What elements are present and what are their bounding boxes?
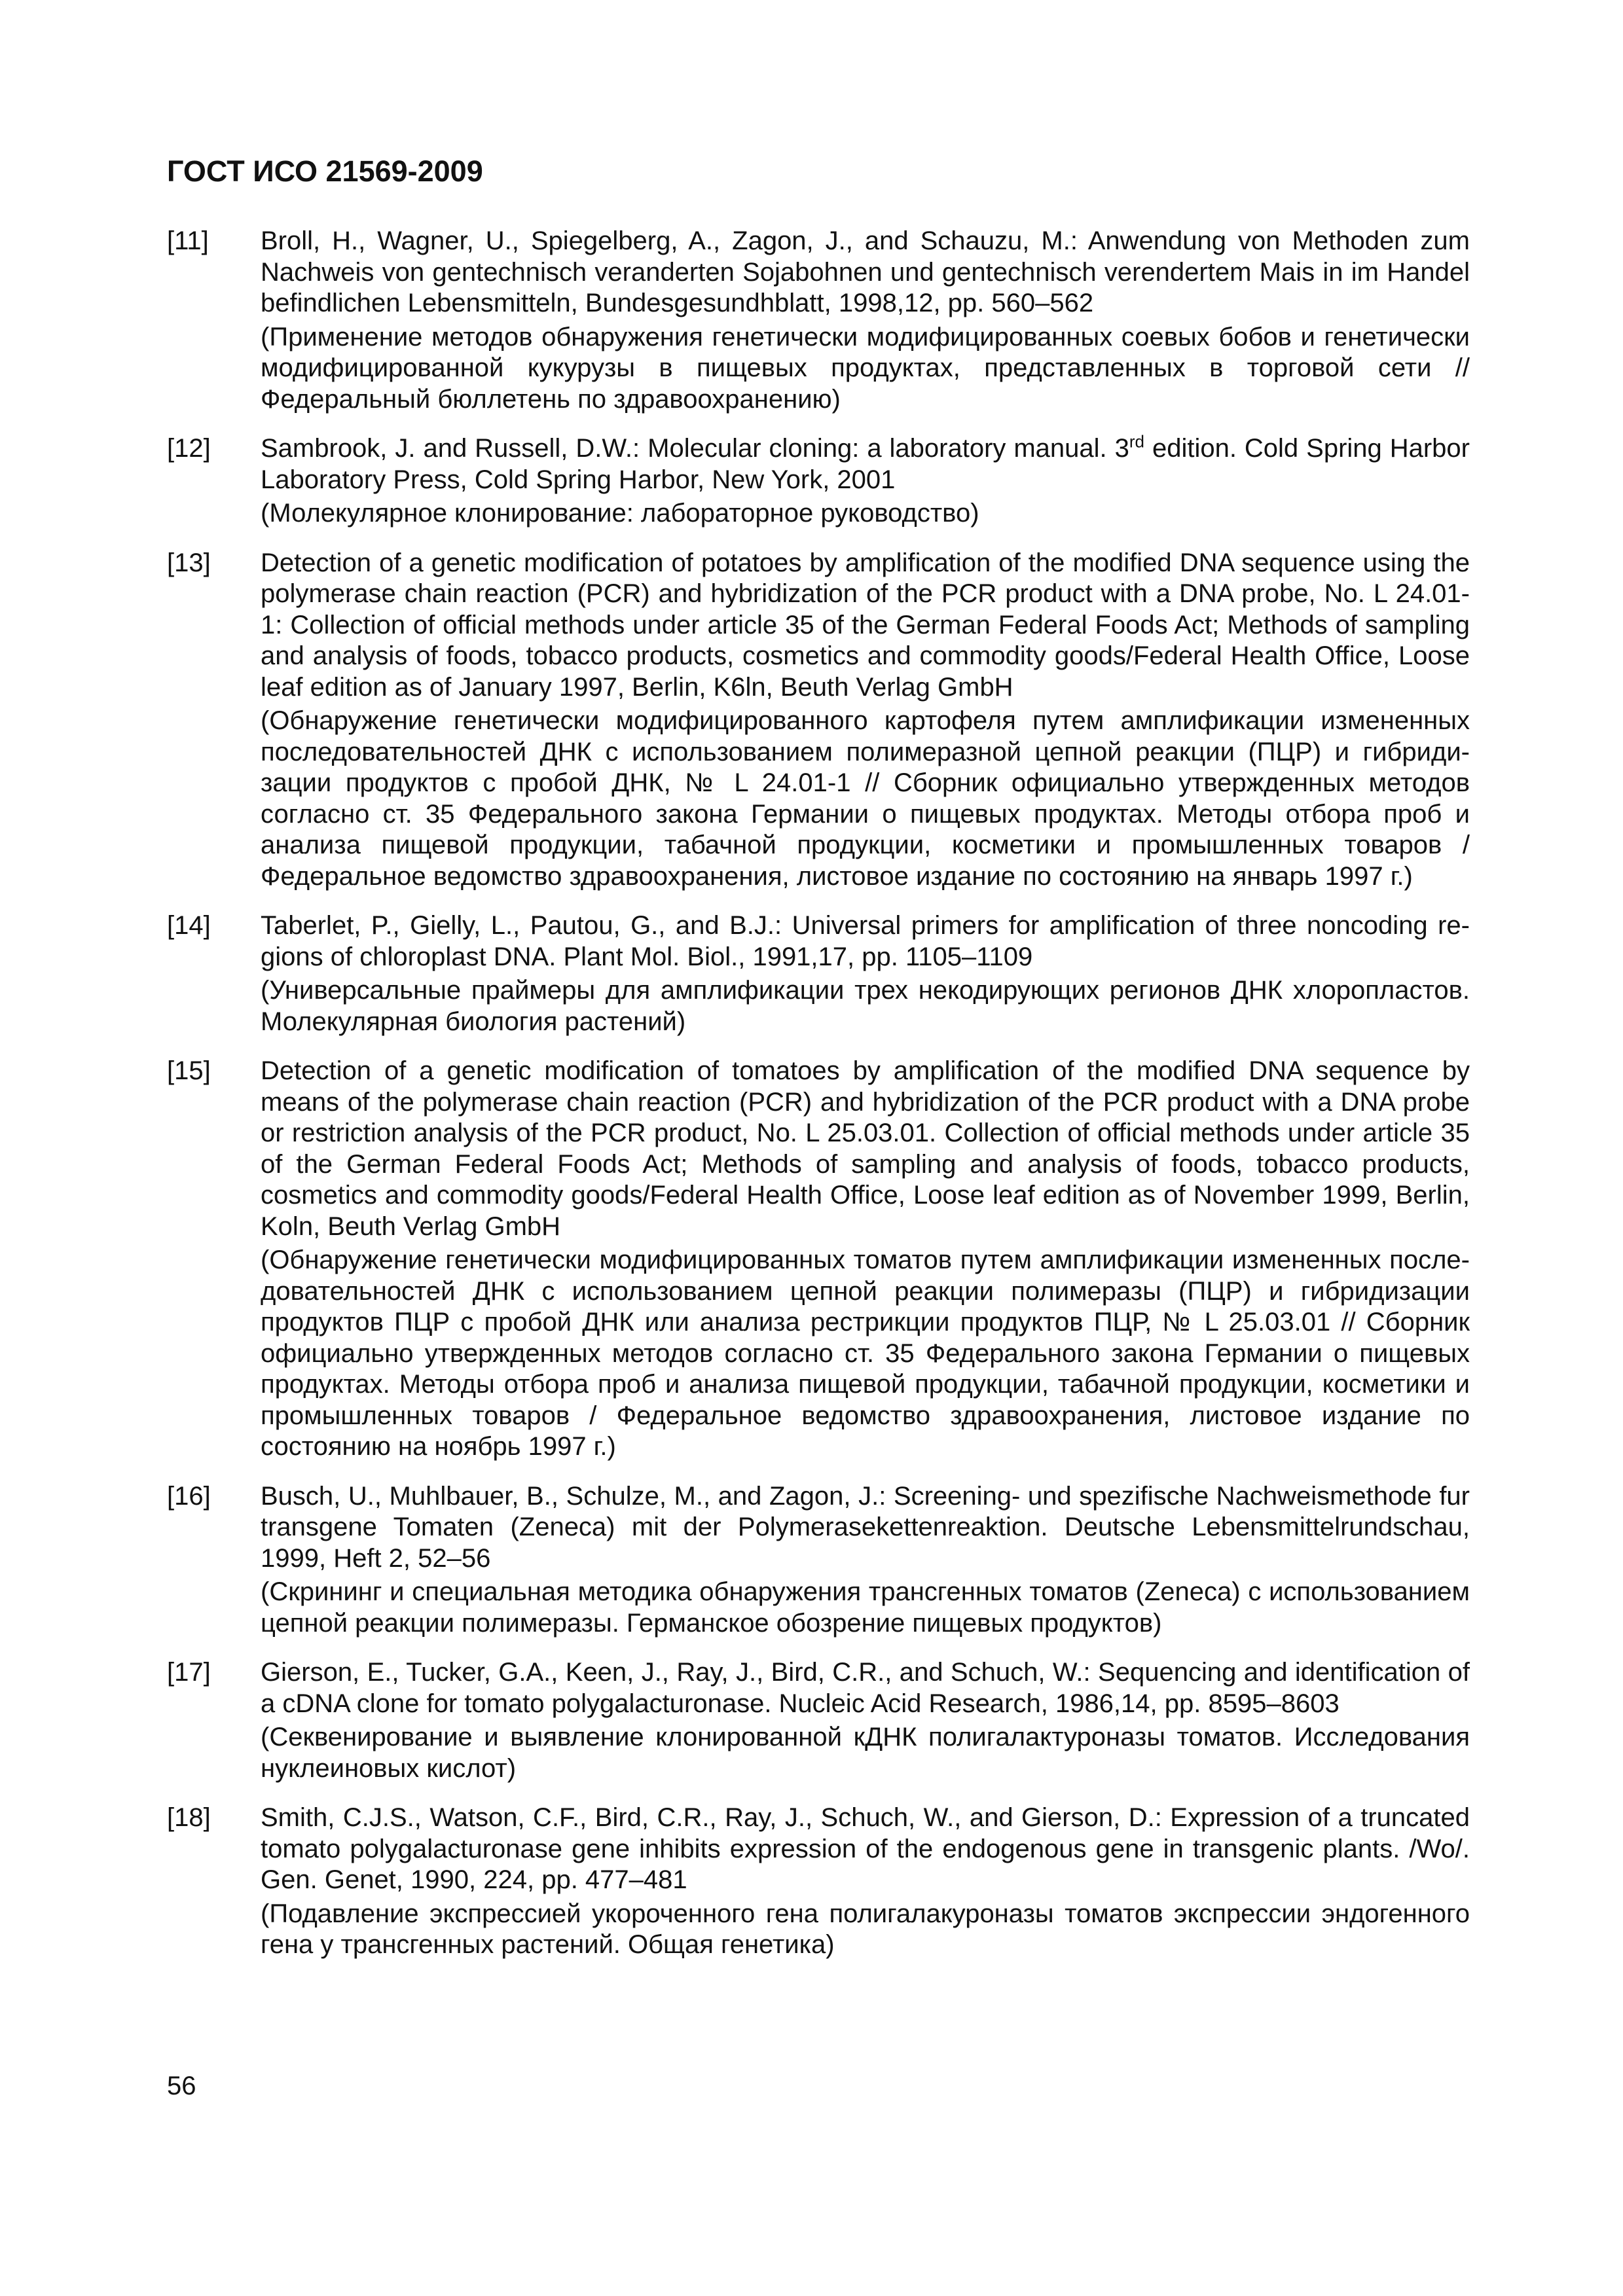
reference-original-text: Detection of a genetic modification of tomatoes by amplification of the modified DNA sequence by means of the polymerase chain reaction (PCR) and hybridization of the PCR product with a DNA probe or restriction analysis of the PCR product, No. L 25.03.01. Collection of official methods under article 35 of the German Federal Foods Act; Methods of sampling and analysis of foods, tobacco products, cosmetics and commodity goods/Federal Health Office, Loose leaf edition as of November 1999, Berlin, Koln, Beuth Verlag GmbH <box>261 1056 1470 1241</box>
reference-body <box>261 1657 1470 1784</box>
references-list <box>167 226 1470 1979</box>
reference-body <box>261 433 1470 529</box>
reference-original-text: Gierson, E., Tucker, G.A., Keen, J., Ray, J., Bird, C.R., and Schuch, W.: Sequencing and identification of a cDNA clone for tomato polygalacturonase. Nucleic Acid Research, 1986,14, pp. 8595–8603 <box>261 1658 1470 1718</box>
reference-translation-text: (Секвенирование и выявление клонированной кДНК полигалактуроназы томатов. Исследования нуклеиновых кислот) <box>261 1723 1470 1783</box>
reference-item <box>167 1657 1470 1784</box>
reference-number: [14] <box>167 911 211 940</box>
document-header-title: ГОСТ ИСО 21569-2009 <box>167 154 483 188</box>
reference-number: [12] <box>167 434 211 463</box>
reference-translation-text: (Обнаружение генетически модифицированного картофеля путем амплификации измененных последовательностей ДНК с использованием полимеразной цепной реакции (ПЦР) и гибридизации продуктов с пробой ДНК, № L 24.01-1 // Сборник официально утвержденных методов согласно ст. 35 Федерального закона Германии о пищевых продуктах. Методы отбора проб и анализа пищевой продукции, табачной продукции, косметики и промышленных товаров / Федеральное ведомство здравоохранения, листовое издание по состоянию на январь 1997 г.) <box>261 706 1470 891</box>
reference-number: [15] <box>167 1056 211 1085</box>
reference-original-text: Busch, U., Muhlbauer, B., Schulze, M., and Zagon, J.: Screening- und spezifische Nachweismethode fur transgene Tomaten (Zeneca) mit der Polymerasekettenreaktion. Deutsche Lebensmittelrundschau, 1999, Heft 2, 52–56 <box>261 1481 1470 1573</box>
reference-number: [18] <box>167 1803 211 1832</box>
reference-item <box>167 910 1470 1037</box>
reference-original-text: Smith, C.J.S., Watson, C.F., Bird, C.R., Ray, J., Schuch, W., and Gierson, D.: Expression of a truncated tomato polygalacturonase gene inhibits expression of the endogenous gene in transgenic plants. /Wo/. Gen. Genet, 1990, 224, pp. 477–481 <box>261 1803 1470 1894</box>
reference-item <box>167 1056 1470 1463</box>
reference-translation-text: (Молекулярное клонирование: лабораторное руководство) <box>261 499 979 528</box>
reference-translation-text: (Универсальные праймеры для амплификации трех некодирующих регионов ДНК хлоропластов. Молекулярная биология растений) <box>261 976 1470 1036</box>
page-number: 56 <box>167 2072 196 2100</box>
reference-item <box>167 1803 1470 1961</box>
reference-original-text-part: edition. Cold Spring Harbor Laboratory Press, Cold Spring Harbor, New York, 2001 <box>261 434 1470 494</box>
reference-body <box>261 1056 1470 1463</box>
reference-item <box>167 433 1470 529</box>
reference-number: [16] <box>167 1481 211 1511</box>
reference-translation-text: (Обнаружение генетически модифицированных томатов путем амплификации измененных последовательностей ДНК с использованием цепной реакции полимеразы (ПЦР) и гибридизации продуктов ПЦР с пробой ДНК или анализа рестрикции продуктов ПЦР, № L 25.03.01 // Сборник официально утвержденных методов согласно ст. 35 Федерального закона Германии о пищевых продуктах. Методы отбора проб и анализа пищевой продукции, табачной продукции, косметики и промышленных товаров / Федеральное ведомство здравоохранения, листовое издание по состоянию на ноябрь 1997 г.) <box>261 1246 1470 1461</box>
reference-original-text: Taberlet, P., Gielly, L., Pautou, G., and B.J.: Universal primers for amplification of three noncoding regions of chloroplast DNA. Plant Mol. Biol., 1991,17, pp. 1105–1109 <box>261 911 1470 971</box>
reference-original-text <box>261 433 1470 495</box>
reference-item <box>167 226 1470 415</box>
reference-item <box>167 1481 1470 1640</box>
reference-number: [13] <box>167 548 211 577</box>
reference-number: [11] <box>167 226 209 255</box>
reference-number: [17] <box>167 1658 211 1687</box>
reference-body <box>261 548 1470 893</box>
reference-translation-text: (Применение методов обнаружения генетически модифицированных соевых бобов и генетически модифицированной кукурузы в пищевых продуктах, представленных в торговой сети // Федеральный бюллетень по здравоохранению) <box>261 322 1470 414</box>
reference-body <box>261 1803 1470 1961</box>
superscript-ordinal: rd <box>1129 431 1144 452</box>
reference-original-text: Broll, H., Wagner, U., Spiegelberg, A., Zagon, J., and Schauzu, M.: Anwendung von Methoden zum Nachweis von gentechnisch veranderten Sojabohnen und gentechnisch verendertem Mais in im Handel befindlichen Lebensmitteln, Bundesgesundhblatt, 1998,12, pp. 560–562 <box>261 226 1470 317</box>
reference-translation-text: (Подавление экспрессией укороченного гена полигалакуроназы томатов экспрессии эндогенного гена у трансгенных растений. Общая генетика) <box>261 1899 1470 1959</box>
reference-original-text: Detection of a genetic modification of potatoes by amplification of the modified DNA sequence using the polymerase chain reaction (PCR) and hybridization of the PCR product with a DNA probe, No. L 24.01-1: Collection of official methods under article 35 of the German Federal Foods Act; Methods of sampling and analysis of foods, tobacco products, cosmetics and commodity goods/Federal Health Office, Loose leaf edition as of January 1997, Berlin, K6ln, Beuth Verlag GmbH <box>261 548 1470 702</box>
reference-body <box>261 226 1470 415</box>
reference-item <box>167 548 1470 893</box>
reference-translation-text: (Скрининг и специальная методика обнаружения трансгенных томатов (Zeneca) с использованием цепной реакции полимеразы. Германское обозрение пищевых продуктов) <box>261 1577 1470 1638</box>
reference-original-text-part: Sambrook, J. and Russell, D.W.: Molecular cloning: a laboratory manual. 3 <box>261 434 1129 463</box>
reference-body <box>261 910 1470 1037</box>
reference-body <box>261 1481 1470 1640</box>
